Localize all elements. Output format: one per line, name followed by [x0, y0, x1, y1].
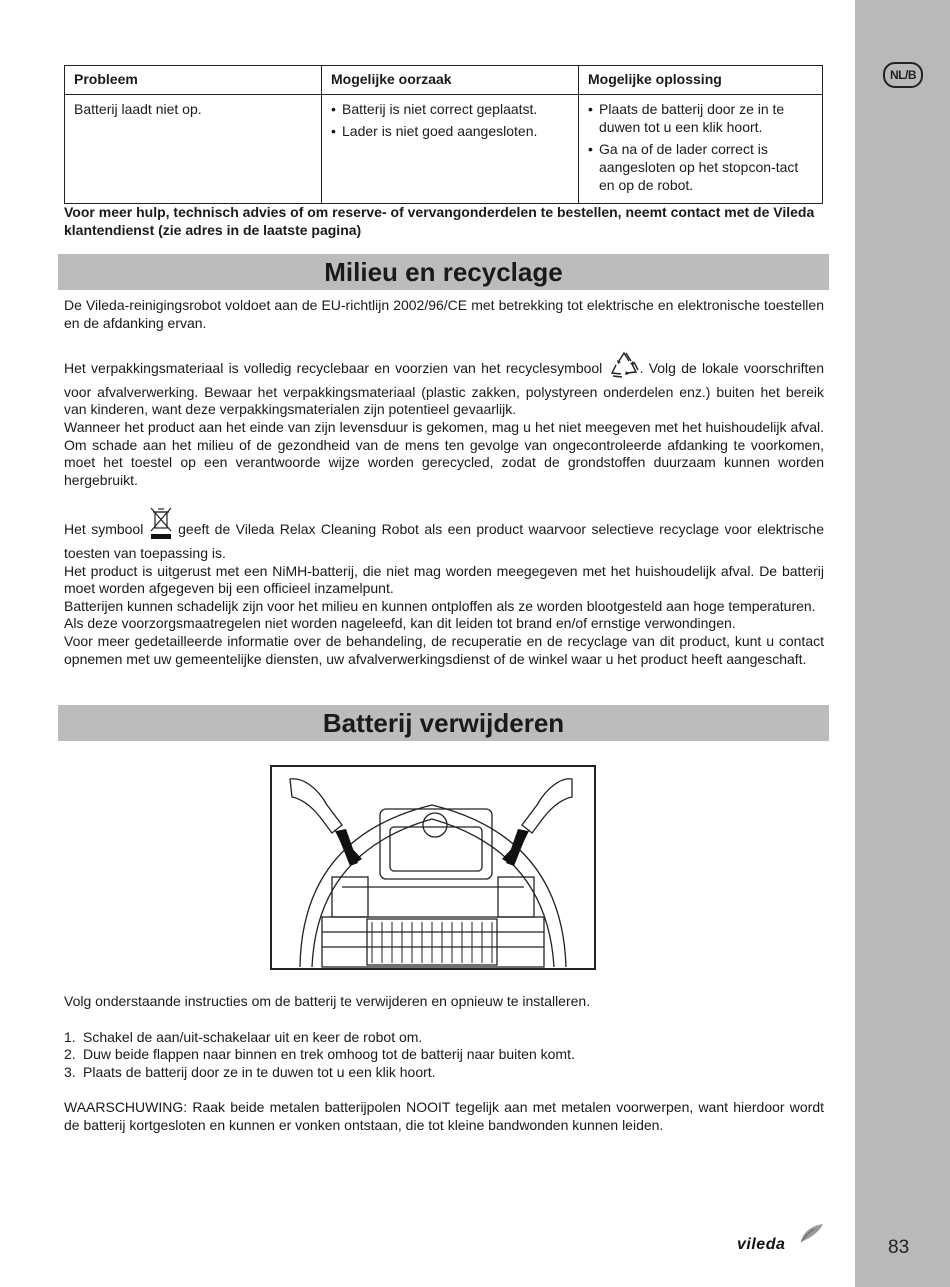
cell-causes: [322, 95, 579, 204]
solution-item: • Plaats de batterij door ze in te duwen tot u een klik hoort.: [588, 100, 813, 136]
step-text: Duw beide flappen naar binnen en trek omhoog tot de batterij naar buiten komt.: [83, 1046, 575, 1063]
step-number: 2.: [64, 1046, 76, 1063]
paragraph: De Vileda-reinigingsrobot voldoet aan de EU-richtlijn 2002/96/CE met betrekking tot elektrische en elektronische toestellen en de afdanking ervan.: [64, 297, 824, 331]
paragraph: Voor meer gedetailleerde informatie over de behandeling, de recuperatie en de recyclage van dit product, kunt u contact opnemen met uw gemeentelijke diensten, uw afvalverwerkingsdienst of de winkel waar u het product heeft aangeschaft.: [64, 632, 824, 667]
robot-underside-illustration: [270, 765, 596, 970]
paragraph-text: . Volg de lokale voorschriften voor afvalverwerking. Bewaar het verpakkingsmateriaal (plastic zakken, polystyreen onderdelen enz.) buiten het bereik van kinderen, want deze verpakkingsmaterialen zijn potentieel gevaarlijk.: [64, 360, 825, 418]
intro-text: Volg onderstaande instructies om de batterij te verwijderen en opnieuw te installeren.: [64, 993, 591, 1009]
table-header-row: [65, 66, 823, 95]
paragraph-text: Het symbool: [64, 521, 144, 538]
step-number: 3.: [64, 1063, 76, 1080]
battery-instructions: [64, 993, 824, 1135]
table-row: [65, 95, 823, 204]
paragraph: [64, 506, 824, 562]
cause-item: • Lader is niet goed aangesloten.: [331, 122, 569, 140]
vileda-logo: [737, 1222, 829, 1258]
step-text: Schakel de aan/uit-schakelaar uit en keer de robot om.: [83, 1028, 423, 1045]
steps-list: [64, 1029, 824, 1082]
paragraph: Als deze voorzorgsmaatregelen niet worden nageleefd, kan dit leiden tot brand en/of ernstige verwondingen.: [64, 615, 736, 632]
page-number: 83: [888, 1237, 910, 1258]
crossed-bin-icon: [149, 506, 173, 545]
help-note: Voor meer hulp, technisch advies of om reserve- of vervangonderdelen te bestellen, neemt contact met de Vileda klantendienst (zie adres in de laatste pagina): [64, 204, 815, 238]
vileda-leaf-logo: [797, 1222, 827, 1246]
paragraph-text: geeft de Vileda Relax Cleaning Robot als een product waarvoor selectieve recyclage voor elektrische toesten van toepassing is.: [64, 521, 824, 561]
list-item: [64, 1029, 824, 1047]
header-cause: Mogelijke oorzaak: [322, 66, 579, 95]
header-problem: Probleem: [65, 66, 322, 95]
paragraph-text: Het verpakkingsmateriaal is volledig recyclebaar en voorzien van het recyclesymbool: [64, 360, 603, 377]
paragraph: Wanneer het product aan het einde van zijn levensduur is gekomen, mag u het niet meegeven met het huishoudelijk afval. Om schade aan het milieu of de gezondheid van de mens ten gevolge van ongecontroleerde afdanking te voorkomen, moet het toestel op een verantwoorde wijze worden gerecycled, zodat de grondstoffen duurzaam kunnen worden hergebruikt.: [64, 418, 824, 488]
cause-item: • Batterij is niet correct geplaatst.: [331, 100, 569, 118]
brand-name: vileda: [737, 1236, 786, 1253]
cell-problem: Batterij laadt niet op.: [65, 95, 322, 204]
solution-item: • Ga na of de lader correct is aangesloten op het stopcon-tact en op de robot.: [588, 140, 813, 194]
environment-text: [64, 297, 824, 668]
section-heading-environment: Milieu en recyclage: [58, 254, 829, 290]
list-item: [64, 1064, 824, 1082]
cell-solutions: [579, 95, 823, 204]
paragraph: Batterijen kunnen schadelijk zijn voor het milieu en kunnen ontploffen als ze worden blootgesteld aan hoge temperaturen.: [64, 597, 816, 614]
troubleshooting-table: [64, 65, 823, 204]
side-tab-bar: [855, 0, 950, 1287]
step-number: 1.: [64, 1028, 76, 1045]
paragraph: Het product is uitgerust met een NiMH-batterij, die niet mag worden meegegeven met het huishoudelijk afval. De batterij moet worden afgegeven bij een officieel inzamelpunt.: [64, 562, 824, 597]
header-solution: Mogelijke oplossing: [579, 66, 823, 95]
paragraph: [64, 349, 824, 419]
language-badge: NL/B: [883, 62, 923, 88]
list-item: [64, 1046, 824, 1064]
recycle-icon: [608, 349, 640, 384]
warning-text: WAARSCHUWING: Raak beide metalen batterijpolen NOOIT tegelijk aan met metalen voorwerpen, want hierdoor wordt de batterij kortgesloten en kunnen er vonken ontstaan, die tot kleine bandwonden kunnen leiden.: [64, 1099, 824, 1133]
step-text: Plaats de batterij door ze in te duwen tot u een klik hoort.: [83, 1063, 436, 1080]
section-heading-battery: Batterij verwijderen: [58, 705, 829, 741]
